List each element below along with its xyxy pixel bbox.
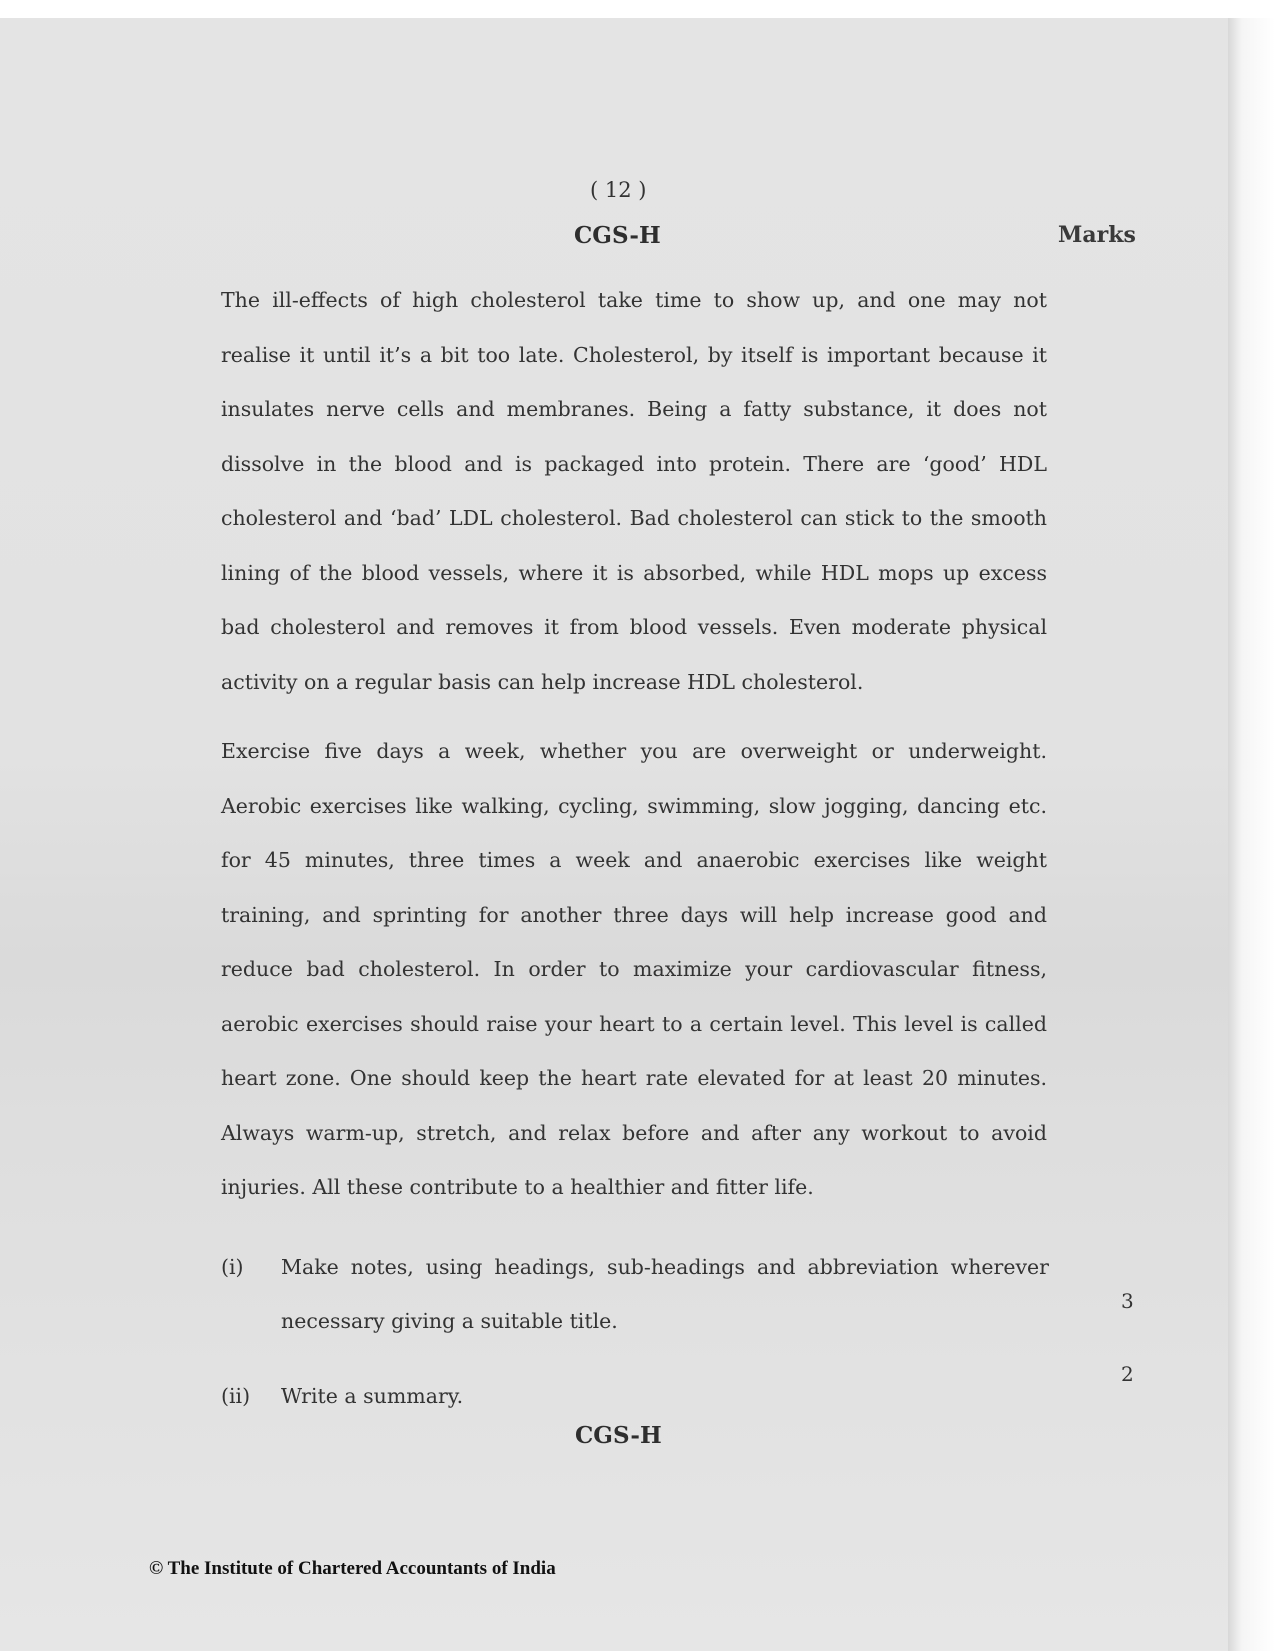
paper-code-header: CGS-H [574, 222, 661, 249]
question-marks: 2 [1121, 1362, 1134, 1386]
question-number: (i) [221, 1255, 244, 1279]
passage-paragraph-2: Exercise five days a week, whether you are overweight or underweight. Aerobic exercises like walking, cycling, swimming, slow jogging, dancing etc. for 45 minutes, three times a week and anaerobic exercises like weight training, and sprinting for another three days will help increase good and reduce bad cholesterol. In order to maximize your cardiovascular fitness, aerobic exercises should raise your heart to a certain level. This level is called heart zone. One should keep the heart rate elevated for at least 20 minutes. Always warm-up, stretch, and relax before and after any workout to avoid injuries. All these contribute to a healthier and fitter life. [221, 739, 1047, 1199]
page-edge-shadow [1228, 18, 1275, 1651]
question-text: Write a summary. [281, 1384, 464, 1408]
question-marks: 3 [1121, 1289, 1134, 1313]
page-number: ( 12 ) [590, 178, 647, 202]
question-number: (ii) [221, 1384, 251, 1408]
copyright-notice: © The Institute of Chartered Accountants of India [149, 1558, 556, 1579]
question-item [221, 1240, 1151, 1350]
paper-code-footer: CGS-H [575, 1422, 662, 1449]
marks-column-heading: Marks [1058, 222, 1136, 248]
question-item [221, 1369, 1151, 1423]
passage-paragraph-1: The ill-effects of high cholesterol take time to show up, and one may not realise it until it’s a bit too late. Cholesterol, by itself is important because it insulates nerve cells and membranes. Being a fatty substance, it does not dissolve in the blood and is packaged into protein. There are ‘good’ HDL cholesterol and ‘bad’ LDL cholesterol. Bad cholesterol can stick to the smooth lining of the blood vessels, where it is absorbed, while HDL mops up excess bad cholesterol and removes it from blood vessels. Even moderate physical activity on a regular basis can help increase HDL cholesterol. [221, 288, 1047, 694]
question-text: Make notes, using headings, sub-headings and abbreviation wherever necessary giving a suitable title. [281, 1255, 1049, 1333]
